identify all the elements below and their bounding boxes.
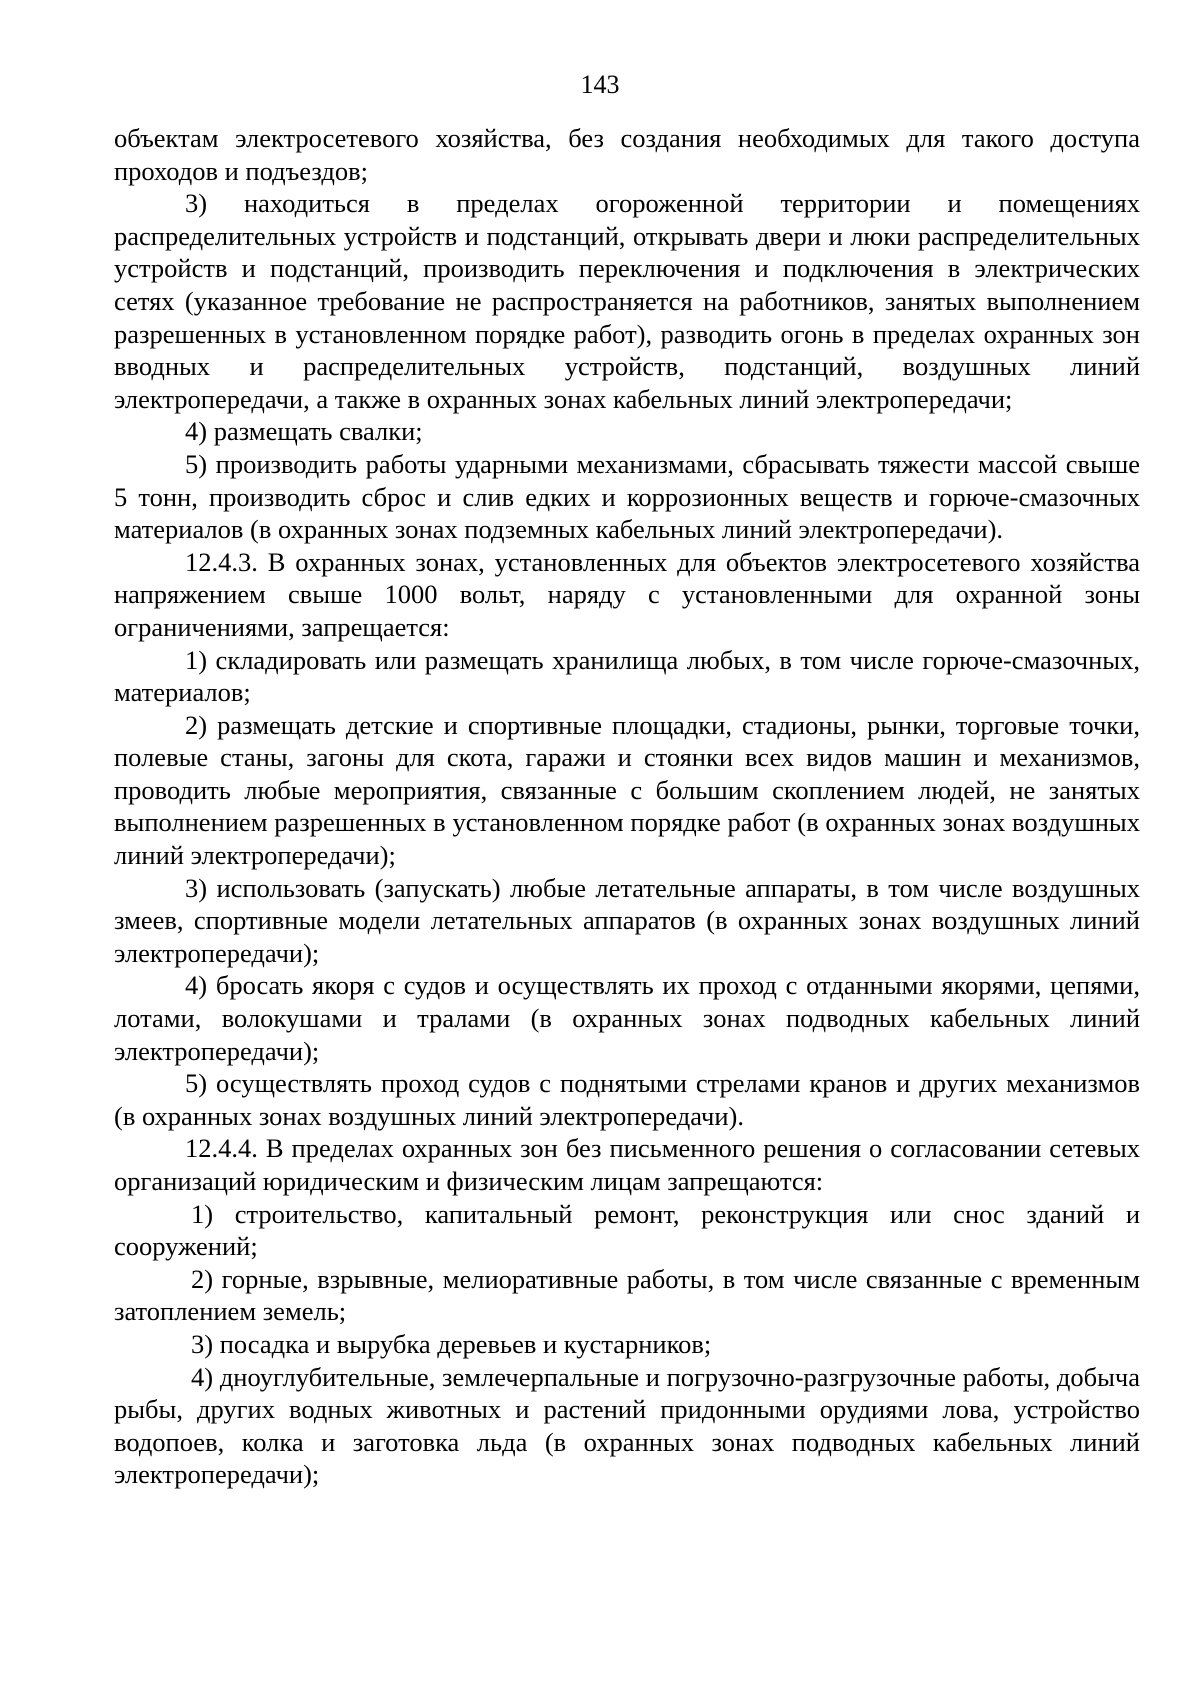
list-item-3: 3) посадка и вырубка деревьев и кустарников; bbox=[191, 1328, 712, 1359]
list-item-3: 3) использовать (запускать) любые летательные аппараты, в том числе воздушных змеев, спортивные модели летательных аппаратов (в охранных зонах воздушных линий электропередачи); bbox=[114, 872, 1140, 968]
list-item-4: 4) размещать свалки; bbox=[185, 416, 423, 447]
page-number: 143 bbox=[580, 70, 620, 99]
list-item-4: 4) дноуглубительные, землечерпальные и погрузочно-разгрузочные работы, добыча рыбы, других водных животных и растений придонными орудиями лова, устройство водопоев, колка и заготовка льда (в охранных зонах подводных кабельных линий электропередачи); bbox=[114, 1361, 1140, 1490]
list-item-2: 2) размещать детские и спортивные площадки, стадионы, рынки, торговые точки, полевые станы, загоны для скота, гаражи и стоянки всех видов машин и механизмов, проводить любые мероприятия, связанные с большим скоплением людей, не занятых выполнением разрешенных в установленном порядке работ (в охранных зонах воздушных линий электропередачи); bbox=[114, 709, 1140, 871]
list-item-5: 5) производить работы ударными механизмами, сбрасывать тяжести массой свыше 5 тонн, производить сброс и слив едких и коррозионных веществ и горюче-смазочных материалов (в охранных зонах подземных кабельных линий электропередачи). bbox=[114, 448, 1140, 545]
list-item-1: 1) строительство, капитальный ремонт, реконструкция или снос зданий и сооружений; bbox=[114, 1198, 1140, 1262]
list-item-2: 2) горные, взрывные, мелиоративные работы, в том числе связанные с временным затоплением земель; bbox=[114, 1263, 1140, 1327]
list-item-3: 3) находиться в пределах огороженной территории и помещениях распределительных устройств и подстанций, открывать двери и люки распределительных устройств и подстанций, производить переключения и подключения в электрических сетях (указанное требование не распространяется на работников, занятых выполнением разрешенных в установленном порядке работ), разводить огонь в пределах охранных зон вводных и распределительных устройств, подстанций, воздушных линий электропередачи, а также в охранных зонах кабельных линий электропередачи; bbox=[114, 188, 1140, 414]
paragraph-continuation: объектам электросетевого хозяйства, без создания необходимых для такого доступа проходов и подъездов; bbox=[114, 123, 1140, 186]
document-body bbox=[114, 122, 1140, 1491]
list-item-4: 4) бросать якоря с судов и осуществлять их проход с отданными якорями, цепями, лотами, волокушами и тралами (в охранных зонах подводных кабельных линий электропередачи); bbox=[114, 970, 1140, 1066]
section-12-4-4: 12.4.4. В пределах охранных зон без письменного решения о согласовании сетевых организаций юридическим и физическим лицам запрещаются: bbox=[114, 1133, 1140, 1196]
list-item-1: 1) складировать или размещать хранилища любых, в том числе горюче-смазочных, материалов; bbox=[114, 644, 1140, 708]
list-item-5: 5) осуществлять проход судов с поднятыми стрелами кранов и других механизмов (в охранных зонах воздушных линий электропередачи). bbox=[114, 1068, 1140, 1131]
section-12-4-3: 12.4.3. В охранных зонах, установленных для объектов электросетевого хозяйства напряжением свыше 1000 вольт, наряду с установленными для охранной зоны ограничениями, запрещается: bbox=[114, 546, 1140, 642]
